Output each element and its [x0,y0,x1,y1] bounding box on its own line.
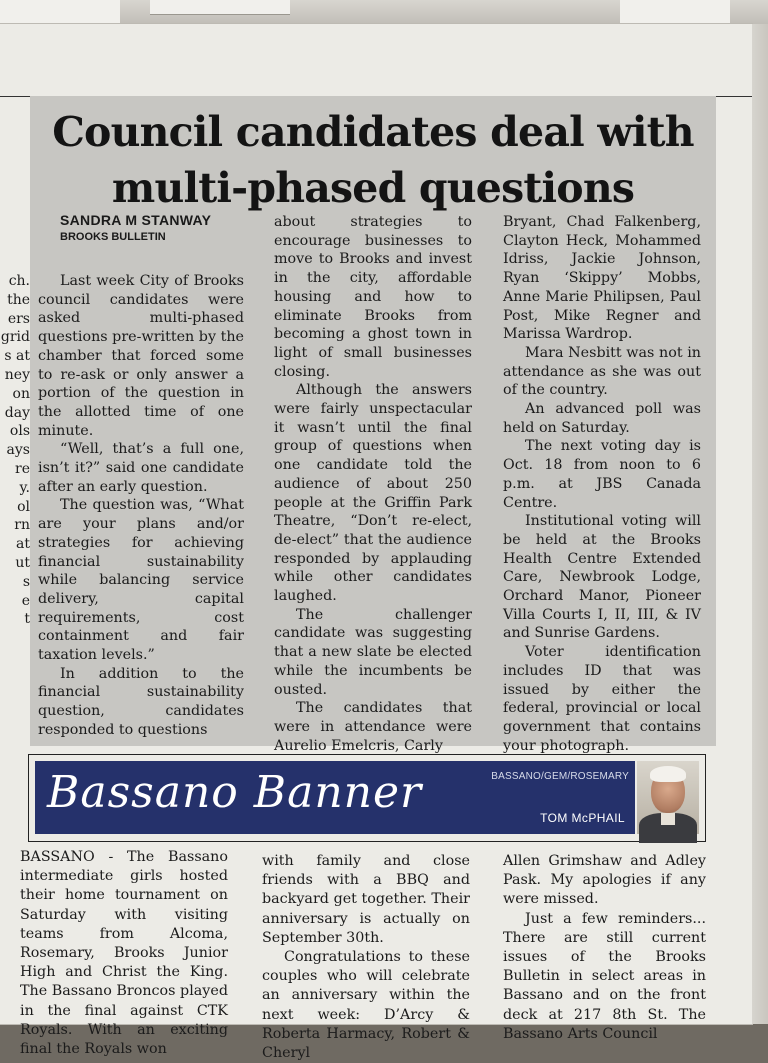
bassano-column-1 [20,848,228,1059]
previous-column-fragment: e [21,592,30,609]
article-paragraph: The next voting day is Oct. 18 from noon to 6 p.m. at JBS Canada Centre. [503,438,701,511]
headline-line-1: Council candidates deal with [52,108,694,156]
previous-column-fragment: s [22,573,30,590]
bassano-paragraph: Congratulations to these couples who will celebrate an anniversary within the next week: D’Arcy & Roberta Harmacy, Robert & Cheryl [262,949,470,1062]
bassano-paragraph: Allen Grimshaw and Adley Pask. My apologies if any were missed. [503,853,706,908]
previous-column-fragment: re [15,460,30,477]
previous-column-fragment: day [4,404,30,421]
article-paragraph: The candidates that were in attendance were Aurelio Emelcris, Carly [274,700,472,754]
previous-column-fragment: ut [15,554,30,571]
byline [60,212,280,243]
page-gutter [752,24,768,1024]
photo-collar [661,813,675,825]
bassano-paragraph: BASSANO - The Bassano intermediate girls hosted their home tournament on Saturday with visiting teams from Alcoma, Rosemary, Brooks Junior High and Christ the King. The Bassano Broncos played in the final against CTK Royals. With an exciting final the Royals won [20,849,228,1058]
article-paragraph: Although the answers were fairly unspectacular it wasn’t until the final group of questions when one candidate told the audience of about 250 people at the Griffin Park Theatre, “Don’t re-elect, de-elect” that the audience responded by applauding while other candidates laughed. [274,382,472,605]
previous-column-fragment: on [12,385,30,402]
banner-author: TOM McPHAIL [540,811,625,825]
article-paragraph: about strategies to encourage businesses to move to Brooks and invest in the city, affordable housing and how to eliminate Brooks from becoming a ghost town in light of small businesses closing. [274,214,472,380]
bassano-paragraph: with family and close friends with a BBQ and backyard get together. Their anniversary is actually on September 30th. [262,853,470,946]
article-paragraph: “Well, that’s a full one, isn’t it?” said one candidate after an early question. [38,441,244,495]
article-paragraph: Voter identification includes ID that was issued by either the federal, provincial or local government that contains your photograph. [503,644,701,754]
article-paragraph: The challenger candidate was suggesting that a new slate be elected while the incumbents be ousted. [274,606,472,698]
bassano-column-2 [262,852,470,1063]
column-banner [28,754,706,842]
article-column-2 [274,213,472,755]
newspaper-page [0,24,752,1062]
paper-stub [0,0,120,25]
previous-column-fragment: grid [0,329,30,346]
article-paragraph: Last week City of Brooks council candidates were asked multi-phased questions pre-written by the chamber that forced some to re-ask or only answer a portion of the question in the allotted time of one minute. [38,273,244,439]
paper-stub [620,0,730,25]
paper-stub [150,0,290,15]
bassano-paragraph: Just a few reminders... There are still current issues of the Brooks Bulletin in select areas in Bassano and on the front deck at 217 8th St. The Bassano Arts Council [503,910,706,1042]
previous-column-fragment: ch. [8,273,30,289]
previous-page-edge [0,0,768,26]
previous-column-fragment: ol [17,498,30,515]
byline-author: SANDRA M STANWAY [60,212,212,228]
article-paragraph: Institutional voting will be held at the Brooks Health Centre Extended Care, Newbrook Lodge, Orchard Manor, Pioneer Villa Courts I, II, III, & IV and Sunrise Gardens. [503,513,701,642]
byline-publication: BROOKS BULLETIN [60,231,166,243]
article-paragraph: The question was, “What are your plans and/or strategies for achieving financial sustainability while balancing service delivery, capital requirements, cost containment and fair taxation levels.” [38,497,244,664]
article-column-3 [503,213,701,755]
previous-column-fragment: y. [19,479,30,496]
article-box [30,96,716,754]
article-paragraph: Mara Nesbitt was not in attendance as she was out of the country. [503,344,701,399]
article-column-1 [38,272,244,740]
previous-column-fragment: rn [14,517,30,534]
previous-column-fragment: ney [4,366,30,383]
headline-line-2: multi-phased questions [111,164,635,212]
banner-title: Bassano Banner [47,767,423,818]
article-paragraph: Bryant, Chad Falkenberg, Clayton Heck, Mohammed Idriss, Jackie Johnson, Ryan ‘Skippy’ Mobbs, Anne Marie Philipsen, Paul Post, Mike Regner and Marissa Wardrop. [503,214,701,343]
previous-column-fragment: ays [6,442,30,459]
previous-article-column [0,272,30,652]
headline [30,104,716,216]
previous-column-fragment: the [7,291,30,308]
previous-column-fragment: t [24,611,30,628]
article-paragraph: In addition to the financial sustainability question, candidates responded to questions [38,665,244,738]
article-paragraph: An advanced poll was held on Saturday. [503,401,701,436]
banner-region: BASSANO/GEM/ROSEMARY [491,771,629,782]
previous-column-fragment: ers [7,310,30,327]
bassano-column-3 [503,852,706,1044]
photo-hair [650,766,686,782]
banner-nameplate [35,761,635,834]
previous-column-fragment: s at [4,348,30,365]
previous-column-fragment: ols [9,423,30,440]
columnist-photo [637,761,699,834]
previous-column-fragment: at [16,536,30,553]
